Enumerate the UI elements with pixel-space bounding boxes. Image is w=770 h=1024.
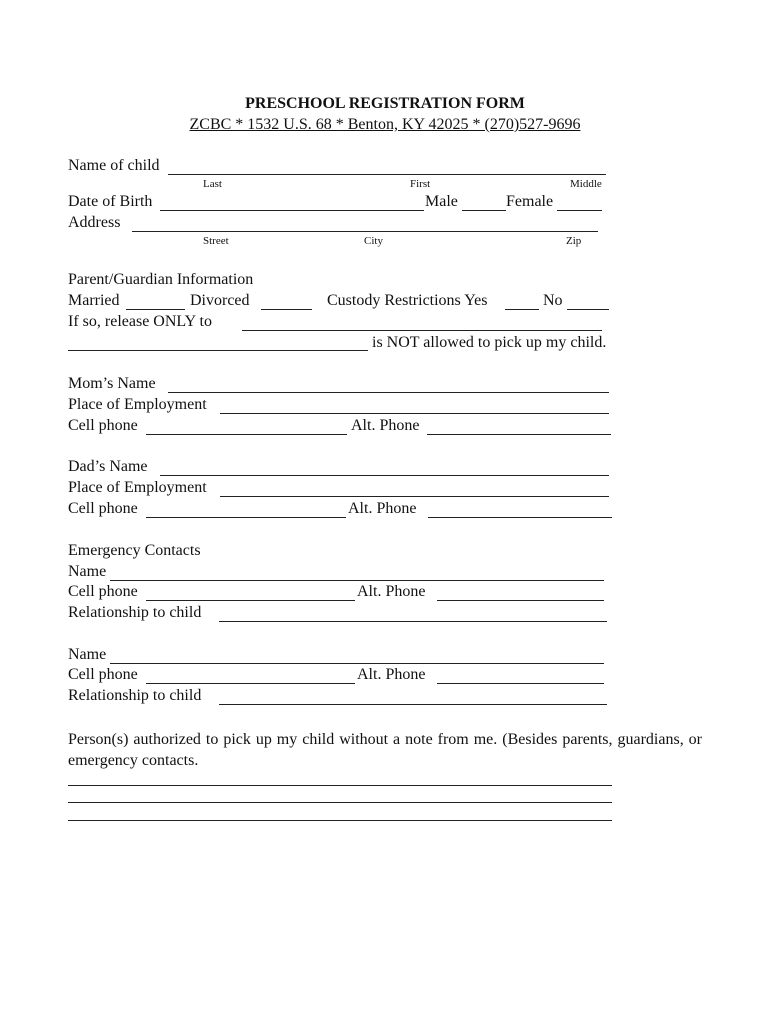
- custody-yes-underline: [505, 309, 539, 310]
- dob-underline: [160, 210, 424, 211]
- emergency-2-relationship-label: Relationship to child: [68, 687, 202, 704]
- guardian-section-label: Parent/Guardian Information: [68, 271, 254, 288]
- mom-cell-underline: [146, 434, 347, 435]
- mom-cell-label: Cell phone: [68, 417, 138, 434]
- release-only-label: If so, release ONLY to: [68, 313, 212, 330]
- mom-employment-field[interactable]: [220, 397, 609, 413]
- dad-employment-underline: [220, 496, 609, 497]
- emergency-1-alt-phone-label: Alt. Phone: [357, 583, 426, 600]
- dob-field[interactable]: [160, 194, 424, 210]
- child-name-field[interactable]: [168, 158, 606, 174]
- authorized-person-underline: [68, 802, 612, 803]
- emergency-2-name-label: Name: [68, 646, 107, 663]
- female-label: Female: [506, 193, 554, 210]
- mom-name-label: Mom’s Name: [68, 375, 156, 392]
- mom-alt-phone-label: Alt. Phone: [351, 417, 420, 434]
- dad-alt-phone-field[interactable]: [428, 501, 612, 517]
- dad-alt-phone-underline: [428, 517, 612, 518]
- not-allowed-field[interactable]: [68, 334, 368, 350]
- married-underline: [126, 309, 185, 310]
- emergency-1-cell-field[interactable]: [146, 584, 355, 600]
- custody-yes-field[interactable]: [505, 293, 539, 309]
- male-underline: [462, 210, 506, 211]
- emergency-2-alt-phone-field[interactable]: [437, 667, 604, 683]
- address-field[interactable]: [132, 215, 598, 231]
- emergency-1-alt-phone-field[interactable]: [437, 584, 604, 600]
- emergency-2-name-underline: [110, 663, 604, 664]
- authorized-person-underline: [68, 820, 612, 821]
- mom-cell-field[interactable]: [146, 418, 347, 434]
- dad-employment-label: Place of Employment: [68, 479, 207, 496]
- dad-name-label: Dad’s Name: [68, 458, 148, 475]
- release-only-underline: [242, 330, 602, 331]
- mom-alt-phone-underline: [427, 434, 611, 435]
- married-field[interactable]: [126, 293, 185, 309]
- emergency-1-name-field[interactable]: [110, 564, 604, 580]
- emergency-2-relationship-underline: [219, 704, 607, 705]
- release-only-field[interactable]: [242, 314, 602, 330]
- divorced-label: Divorced: [190, 292, 250, 309]
- mom-alt-phone-field[interactable]: [427, 418, 611, 434]
- dad-cell-underline: [146, 517, 346, 518]
- dad-employment-field[interactable]: [220, 480, 609, 496]
- authorized-persons-text: Person(s) authorized to pick up my child without a note from me. (Besides parents, guardians, or emergency contacts.: [68, 731, 702, 769]
- authorized-person-field[interactable]: [68, 769, 612, 785]
- child-name-sublabel-last: Last: [203, 178, 222, 190]
- female-field[interactable]: [557, 194, 602, 210]
- divorced-underline: [261, 309, 312, 310]
- mom-employment-underline: [220, 413, 609, 414]
- not-allowed-underline: [68, 350, 368, 351]
- mom-name-field[interactable]: [168, 376, 609, 392]
- male-label: Male: [425, 193, 458, 210]
- authorized-person-field[interactable]: [68, 804, 612, 820]
- address-sublabel-city: City: [364, 235, 383, 247]
- emergency-1-relationship-underline: [219, 621, 607, 622]
- authorized-person-field[interactable]: [68, 786, 612, 802]
- address-sublabel-zip: Zip: [566, 235, 582, 247]
- emergency-2-alt-phone-underline: [437, 683, 604, 684]
- custody-no-label: No: [543, 292, 563, 309]
- emergency-2-cell-label: Cell phone: [68, 666, 138, 683]
- dad-cell-label: Cell phone: [68, 500, 138, 517]
- emergency-section-label: Emergency Contacts: [68, 542, 201, 559]
- dad-name-underline: [160, 475, 609, 476]
- child-name-label: Name of child: [68, 157, 160, 174]
- child-name-sublabel-middle: Middle: [570, 178, 602, 190]
- mom-name-underline: [168, 392, 609, 393]
- emergency-1-relationship-field[interactable]: [219, 605, 607, 621]
- address-sublabel-street: Street: [203, 235, 229, 247]
- mom-employment-label: Place of Employment: [68, 396, 207, 413]
- child-name-sublabel-first: First: [410, 178, 431, 190]
- emergency-2-cell-field[interactable]: [146, 667, 355, 683]
- dad-cell-field[interactable]: [146, 501, 346, 517]
- emergency-1-cell-label: Cell phone: [68, 583, 138, 600]
- emergency-1-relationship-label: Relationship to child: [68, 604, 202, 621]
- child-name-underline: [168, 174, 606, 175]
- dad-name-field[interactable]: [160, 459, 609, 475]
- dad-alt-phone-label: Alt. Phone: [348, 500, 417, 517]
- divorced-field[interactable]: [261, 293, 312, 309]
- custody-yes-label: Custody Restrictions Yes: [327, 292, 488, 309]
- custody-no-underline: [567, 309, 609, 310]
- emergency-2-cell-underline: [146, 683, 355, 684]
- not-allowed-label: is NOT allowed to pick up my child.: [372, 334, 607, 351]
- emergency-1-name-underline: [110, 580, 604, 581]
- male-field[interactable]: [462, 194, 506, 210]
- emergency-1-alt-phone-underline: [437, 600, 604, 601]
- form-address-line: ZCBC * 1532 U.S. 68 * Benton, KY 42025 * (270)527-9696: [189, 116, 581, 133]
- address-underline: [132, 231, 598, 232]
- dob-label: Date of Birth: [68, 193, 153, 210]
- custody-no-field[interactable]: [567, 293, 609, 309]
- married-label: Married: [68, 292, 120, 309]
- emergency-2-alt-phone-label: Alt. Phone: [357, 666, 426, 683]
- address-label: Address: [68, 214, 121, 231]
- emergency-2-name-field[interactable]: [110, 647, 604, 663]
- form-title: PRESCHOOL REGISTRATION FORM: [245, 95, 525, 112]
- emergency-1-cell-underline: [146, 600, 355, 601]
- emergency-1-name-label: Name: [68, 563, 107, 580]
- emergency-2-relationship-field[interactable]: [219, 688, 607, 704]
- female-underline: [557, 210, 602, 211]
